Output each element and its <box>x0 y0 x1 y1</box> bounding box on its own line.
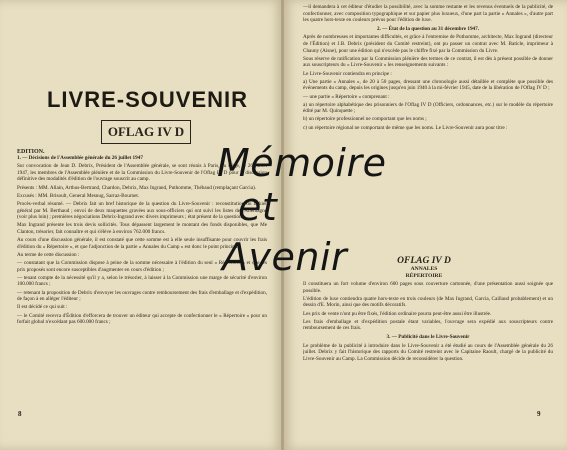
page-number: 9 <box>537 410 541 418</box>
right-body-bottom <box>303 281 553 396</box>
paragraph: Les prix de vente n'ont pu être fixés, l'édition ordinaire pourra peut-être aussi être illustrée. <box>303 310 492 317</box>
edition-heading: EDITION. <box>17 149 45 155</box>
paragraph: b) un répertoire professionnel ne comportant que les noms ; <box>303 116 427 123</box>
paragraph: a) Une partie « Annales », de 20 à 50 pages, dressant une chronologie aussi détaillée et complète que possible des événements du camp, depuis les origines jusqu'en juin 1940 à la mi-février 1945, date de la libération de l'Oflag IV D ; <box>303 78 553 92</box>
paragraph: c) un répertoire régional ne comportant de même que les noms. Le Livre-Souvenir aura pour titre : <box>303 124 508 131</box>
section-heading: 1. — Décisions de l'Assemblée générale du 26 juillet 1947 <box>17 155 143 161</box>
paragraph: Il constituera un fort volume d'environ 600 pages sous couverture cartonnée, d'une présentation aussi soignée que possible. <box>303 281 553 294</box>
paragraph: Max Ingrand présente les trois devis sollicités. Tous dépassent largement le montant des fonds disponibles, que Me Clanton, trésorier, fait connaître et qui s'élève à environ 762.000 francs. <box>17 222 267 235</box>
left-body <box>17 155 267 405</box>
right-body-top <box>303 4 553 259</box>
section-heading: 2. — État de la question au 31 décembre 1947. <box>376 25 480 32</box>
paragraph: Les frais d'emballage et d'expédition postale étant variables, l'ouvrage sera expédié aux souscripteurs contre remboursement de ces frais. <box>303 318 553 332</box>
paragraph: — retenant la proposition de Debrix d'envoyer les ouvrages contre remboursement des frais d'emballage et d'expédition, de façon à en alléger l'éditeur ; <box>17 289 267 303</box>
paragraph: Procès-verbal résumé. — Debrix fait un bref historique de la question du Livre-Souvenir : reconstitution du fichier général par M. Berthaud ; envoi de deux maquettes gravées aux sous-officiers qui ont suivi les listes de l'Allemagne (voir plus loin) ; premières négociations Debrix-Ingrand avec divers imprimeurs ; état présent de la question. <box>17 200 267 221</box>
section-heading: 3. — Publicité dans le Livre-Souvenir <box>386 333 470 340</box>
page-number: 8 <box>18 410 22 418</box>
book-subtitle-annales: ANNALES <box>410 266 438 272</box>
paragraph: Présents : MM. Allain, Arthus-Bertrand, Chardon, Debrix, Max Ingrand, Puthomme, Thébaud (remplaçant Garcia). <box>17 184 257 191</box>
paragraph: — constatant que la Commission dispose à peine de la somme nécessaire à l'édition du seul « Répertoire » et que les prix proposés sont encore susceptibles d'augmenter en cours d'édition ; <box>17 260 267 273</box>
paragraph: L'édition de luxe contiendra quatre hors-texte en trois couleurs (de Max Ingrand, Garcia, Caillaud probablement) et un dessin d'E. Morin, ainsi que des motifs décoratifs. <box>303 295 553 309</box>
paragraph: — tenant compte de la nécessité qu'il y a, selon le trésorier, à laisser à la Commission une marge de sécurité d'environ 100.000 francs ; <box>17 274 267 288</box>
paragraph: — le Comité recevra d'Édition d'efforcera de trouver un éditeur qui accepte de confectionner le « Répertoire » pour un forfait global n'excédant pas 600.000 francs ; <box>17 312 267 326</box>
paragraph: —il demandera à cet éditeur d'étudier la possibilité, avec la somme restante et les revenus éventuels de la publicité, de confectionner, avec composition typographique et sur papier plus luxueux, d'une part la partie « Annales », d'autre part les quatre hors-texte en couleurs prévus pour l'édition de luxe. <box>303 4 553 24</box>
paragraph: — une partie « Répertoire » comprenant : <box>303 93 390 100</box>
book-title-block <box>365 256 483 280</box>
page-title: LIVRE-SOUVENIR <box>46 87 249 112</box>
watermark-line: Avenir <box>222 235 348 279</box>
paragraph: Après de nombreuses et importantes difficultés, et grâce à l'entremise de Puthomme, architecte, Max Ingrand (directeur de l'Édition) et J.B. Debrix (président du Comité restreint), ont pu passer un contrat avec M. Baticle, imprimeur à Chauny (Aisne), pour une édition qui n'excède pas le chiffre fixé par la Commission du Livre. <box>303 34 553 54</box>
paragraph: Sous réserve de ratification par la Commission plénière des termes de ce contrat, il est dès à présent possible de donner aux souscripteurs du « Livre-Souvenir » les renseignements suivants : <box>303 55 553 69</box>
paragraph: Le problème de la publicité à introduire dans le Livre-Souvenir a été étudié au cours de l'Assemblée générale du 26 juillet. Debrix y fait l'historique des rapports du Comité restreint avec le Capitaine Raoult, chargé de la publicité du Livre-Souvenir au Camp. La Commission décide de reconsidérer la question. <box>303 342 553 362</box>
paragraph: Au cours d'une discussion générale, il est constaté que cette somme est à elle seule insuffisante pour couvrir les frais d'édition du « Répertoire », et que l'adjonction de la partie « Annales du Camp » est donc le point principal. <box>17 237 267 250</box>
book-gutter <box>281 0 284 450</box>
subtitle-box: OFLAG IV D <box>101 120 191 144</box>
paragraph: Il est décidé ce qui suit : <box>17 304 68 311</box>
paragraph: Excusés : MM. Brisoult, General Mesnug, Sarraz-Bournet. <box>17 192 140 199</box>
watermark-line: Mémoire <box>217 141 387 185</box>
paragraph: Au terme de cette discussion : <box>17 251 80 258</box>
paragraph: a) un répertoire alphabétique des prisonniers de l'Oflag IV D (Officiers, ordonnances, etc.) sur le modèle du répertoire édité par M. Quinquette ; <box>303 101 553 115</box>
paragraph: Sur convocation de Jean D. Debrix, Président de l'Assemblée générale, se sont réunis à Paris, au siège, le 26 juillet 1947, les membres de l'Assemblée plénière et de la Commission du Livre-Souvenir de l'Oflag IV D pour la discussion définitive des modalités d'édition de l'ouvrage souscrit au camp. <box>17 163 267 183</box>
book-subtitle-repertoire: RÉPERTOIRE <box>405 273 443 279</box>
book-title: OFLAG IV D <box>397 256 451 266</box>
paragraph: Le Livre-Souvenir contiendra en principe : <box>303 70 392 77</box>
watermark-line: et <box>238 185 278 229</box>
